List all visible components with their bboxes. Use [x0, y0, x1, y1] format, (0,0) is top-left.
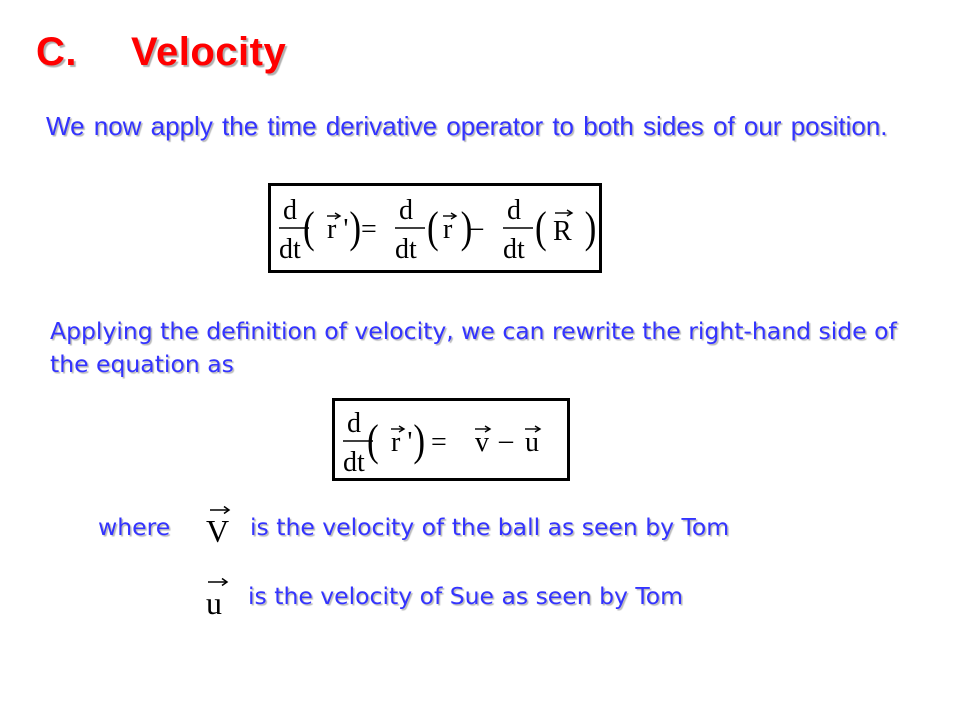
eq1-paren-open-3: ( — [535, 202, 547, 252]
eq1-paren-close-1: ) — [349, 202, 362, 252]
eq1-fraction1-numerator: d — [283, 195, 297, 226]
v-vector-symbol — [200, 500, 246, 550]
equation-2-graphic — [335, 401, 567, 478]
eq2-fraction-numerator: d — [347, 408, 361, 439]
eq1-fraction1-denominator: dt — [279, 234, 301, 265]
eq1-paren-open-2: ( — [427, 202, 439, 252]
eq2-fraction-denominator: dt — [343, 447, 365, 478]
eq1-fraction3-numerator: d — [507, 195, 521, 226]
eq1-paren-close-2: ) — [460, 202, 473, 252]
eq2-minus: – — [499, 425, 513, 456]
v-definition-text: is the velocity of the ball as seen by Tom — [250, 513, 730, 541]
u-symbol-letter: u — [206, 585, 222, 621]
eq1-fraction3-denominator: dt — [503, 234, 525, 265]
u-definition-text: is the velocity of Sue as seen by Tom — [248, 582, 684, 610]
eq2-paren-close: ) — [413, 415, 426, 465]
u-vector-symbol — [200, 572, 246, 622]
eq1-fraction2-numerator: d — [399, 195, 413, 226]
equation-box-1 — [268, 183, 602, 273]
eq1-minus: – — [469, 212, 483, 243]
eq1-paren-close-3: ) — [584, 202, 597, 252]
eq1-paren-open-1: ( — [303, 202, 315, 252]
eq2-v: v — [475, 427, 489, 458]
eq1-R: R — [553, 216, 572, 247]
eq1-r: r — [443, 214, 453, 245]
title-section-letter: C. — [36, 30, 77, 74]
slide-title — [36, 30, 286, 75]
equation-1-graphic — [271, 186, 599, 270]
eq2-u: u — [525, 427, 539, 458]
eq1-r-prime: r ' — [327, 214, 349, 245]
eq2-equals: = — [431, 427, 447, 458]
eq2-r-prime: r ' — [391, 427, 413, 458]
eq2-paren-open: ( — [367, 415, 379, 465]
title-word: Velocity — [131, 30, 287, 74]
eq1-fraction2-denominator: dt — [395, 234, 417, 265]
v-symbol-letter: V — [206, 513, 230, 549]
definition-paragraph: Applying the definition of velocity, we can rewrite the right-hand side of the equation as — [50, 317, 897, 378]
where-label: where — [98, 513, 171, 541]
eq1-equals: = — [361, 214, 377, 245]
equation-box-2 — [332, 398, 570, 481]
intro-paragraph: We now apply the time derivative operator to both sides of our position. — [46, 111, 888, 141]
